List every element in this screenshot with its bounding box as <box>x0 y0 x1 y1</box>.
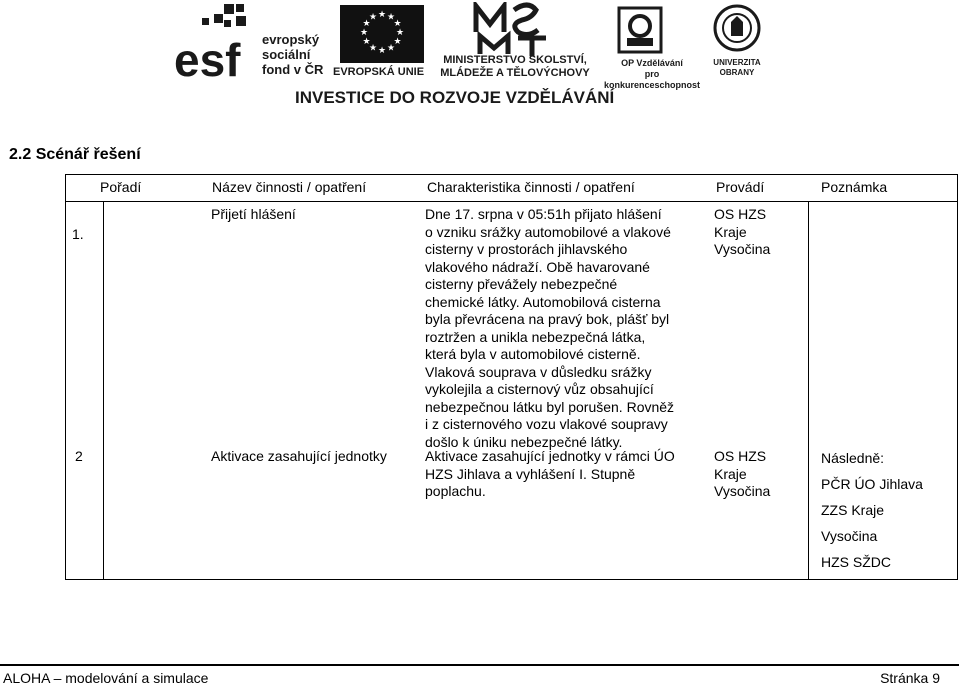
svg-text:★: ★ <box>359 28 369 38</box>
section-title: 2.2 Scénář řešení <box>9 146 141 163</box>
svg-text:★: ★ <box>377 46 387 56</box>
svg-text:★: ★ <box>395 28 405 38</box>
university-logo <box>713 2 761 54</box>
msmt-wordmark: MINISTERSTVO ŠKOLSTVÍ, MLÁDEŽE A TĚLOVÝCHOVY <box>440 54 590 79</box>
eu-flag-logo <box>340 5 424 63</box>
esf-wordmark: evropský sociální fond v ČR <box>262 32 324 77</box>
page-number: Stránka 9 <box>880 670 940 686</box>
header-description: Charakteristika činnosti / opatření <box>427 179 635 195</box>
row-2-name: Aktivace zasahující jednotky <box>211 448 387 464</box>
svg-text:★: ★ <box>393 37 402 47</box>
row-2-description: Aktivace zasahující jednotky v rámci ÚO HZS Jihlava a vyhlášení I. Stupně poplachu. <box>425 448 675 499</box>
column-divider <box>103 202 104 579</box>
op-logo <box>617 6 663 54</box>
svg-text:★: ★ <box>393 19 402 29</box>
logo-banner <box>0 0 959 120</box>
row-1-description: Dne 17. srpna v 05:51h přijato hlášení o vzniku srážky automobilové a vlakové cisterny v prostorách jihlavského vlakového nádraží. Obě havarované cisterny převážely nebezpečné chemické látky. Automobilová cisterna byla převrácena na pravý bok, plášť byl roztržen a unikla nebezpečná látka, která byla v automobilové cisterně. Vlaková souprava v důsledku srážky vykolejila a cisternový vůz obsahující nebezpečnou látku byl porušen. Rovněž i z cisternového vozu vlakové soupravy došlo k úniku nebezpečné látky. <box>425 206 675 450</box>
row-1-name: Přijetí hlášení <box>211 206 296 222</box>
svg-text:★: ★ <box>362 37 371 47</box>
footer-title: ALOHA – modelování a simulace <box>3 670 209 686</box>
row-2-performer: OS HZS Kraje Vysočina <box>714 448 771 499</box>
svg-text:★: ★ <box>377 10 387 20</box>
row-2-number: 2 <box>75 448 83 464</box>
eu-wordmark: EVROPSKÁ UNIE <box>333 66 425 78</box>
header-name: Název činnosti / opatření <box>212 179 367 195</box>
svg-text:★: ★ <box>386 43 396 54</box>
header-note: Poznámka <box>821 179 888 195</box>
row-1-performer: OS HZS Kraje Vysočina <box>714 206 771 257</box>
row-2-note: Následně: PČR ÚO Jihlava ZZS Kraje Vysočina HZS SŽDC <box>821 450 923 570</box>
scenario-table <box>65 174 958 580</box>
header-divider <box>66 201 957 202</box>
row-1-number: 1. <box>72 226 84 242</box>
university-wordmark: UNIVERZITA OBRANY <box>713 58 761 77</box>
column-divider <box>808 202 809 579</box>
svg-text:★: ★ <box>368 43 378 54</box>
footer-divider <box>0 664 959 666</box>
op-wordmark: OP Vzdělávání pro konkurenceschopnost <box>603 58 701 90</box>
svg-text:★: ★ <box>386 12 396 23</box>
esf-logo <box>174 2 256 80</box>
msmt-logo <box>470 2 554 58</box>
svg-text:esf: esf <box>174 34 241 80</box>
header-order: Pořadí <box>100 179 142 195</box>
header-performer: Provádí <box>716 179 765 195</box>
svg-text:★: ★ <box>368 12 378 23</box>
banner-tagline: INVESTICE DO ROZVOJE VZDĚLÁVÁNÍ <box>295 88 615 107</box>
svg-text:★: ★ <box>362 19 371 29</box>
